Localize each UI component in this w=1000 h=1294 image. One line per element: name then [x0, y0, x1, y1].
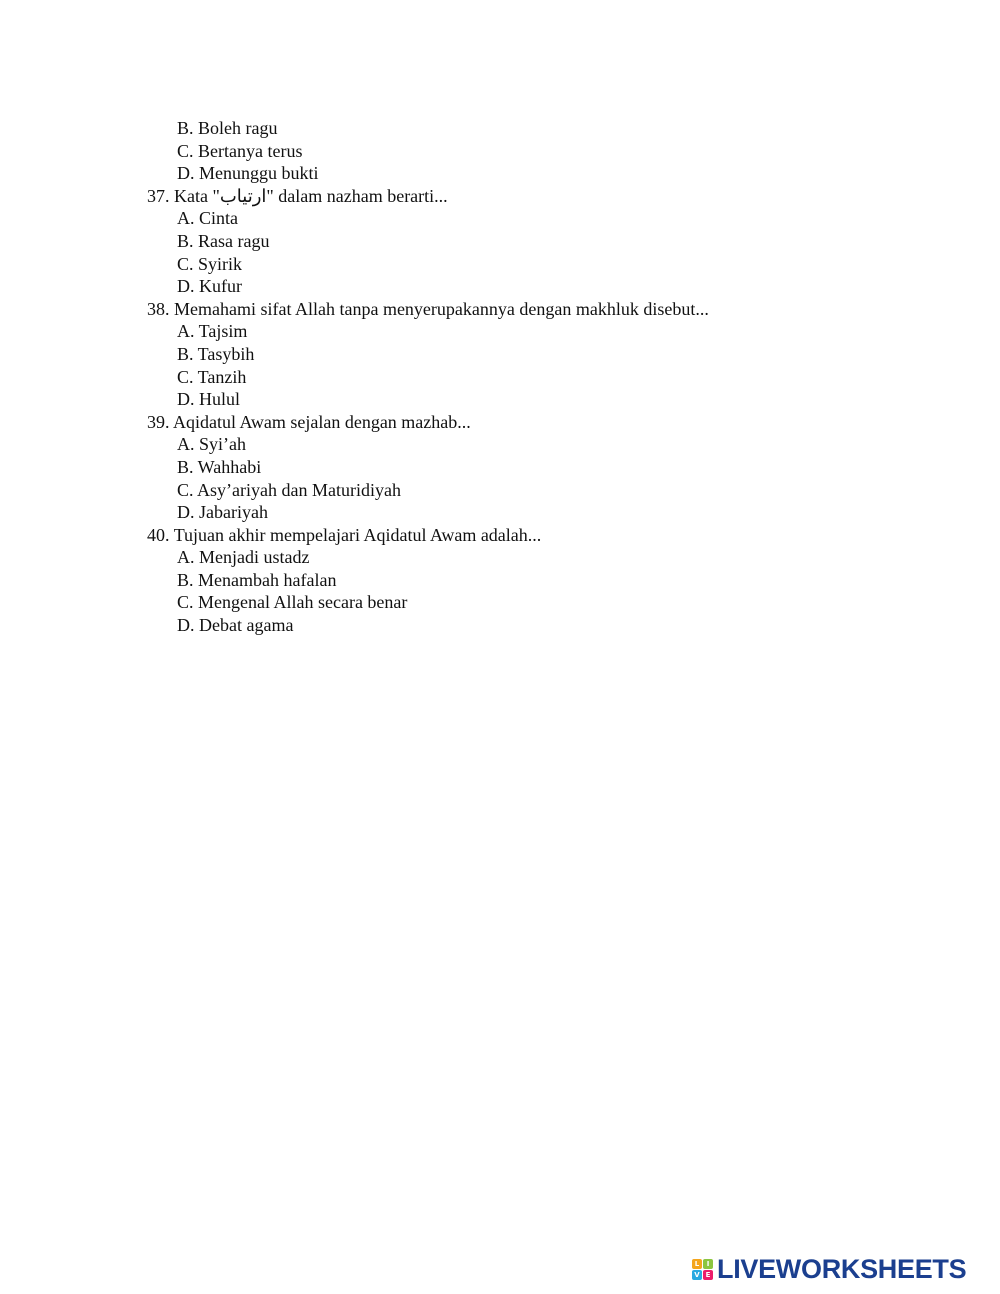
- question-number: 38.: [147, 298, 170, 319]
- logo-text: LIVEWORKSHEETS: [717, 1253, 967, 1284]
- logo-mark-letter: V: [692, 1270, 702, 1280]
- question-number: 40.: [147, 524, 170, 545]
- option-c[interactable]: C. Mengenal Allah secara benar: [177, 592, 408, 613]
- option-a[interactable]: A. Syi’ah: [177, 434, 246, 455]
- previous-question-options: [147, 117, 967, 185]
- option-c[interactable]: C. Tanzih: [177, 366, 247, 387]
- question-40: [147, 524, 967, 637]
- option-d[interactable]: D. Debat agama: [177, 615, 294, 636]
- question-text: [147, 524, 967, 547]
- option[interactable]: D. Menunggu bukti: [177, 163, 319, 184]
- question-number: 37.: [147, 185, 170, 206]
- question-stem: Kata "ارتياب" dalam nazham berarti...: [174, 185, 448, 206]
- question-stem: Aqidatul Awam sejalan dengan mazhab...: [173, 411, 471, 432]
- option-a[interactable]: A. Menjadi ustadz: [177, 547, 310, 568]
- question-stem: Tujuan akhir mempelajari Aqidatul Awam adalah...: [173, 524, 542, 545]
- question-text: [147, 185, 967, 208]
- question-text: [147, 411, 967, 434]
- option[interactable]: C. Bertanya terus: [177, 140, 303, 161]
- option-d[interactable]: D. Kufur: [177, 276, 242, 297]
- question-37: [147, 185, 967, 298]
- option-d[interactable]: D. Jabariyah: [177, 502, 268, 523]
- logo-mark-letter: I: [703, 1259, 713, 1269]
- option-a[interactable]: A. Cinta: [177, 208, 238, 229]
- option-b[interactable]: B. Tasybih: [177, 343, 255, 364]
- option[interactable]: B. Boleh ragu: [177, 118, 278, 138]
- question-text: [147, 298, 967, 321]
- option-d[interactable]: D. Hulul: [177, 389, 240, 410]
- liveworksheets-logo[interactable]: [692, 1255, 966, 1283]
- question-stem: Memahami sifat Allah tanpa menyerupakannya dengan makhluk disebut...: [174, 298, 709, 319]
- question-38: [147, 298, 967, 411]
- logo-mark-letter: E: [703, 1270, 713, 1280]
- option-b[interactable]: B. Wahhabi: [177, 456, 262, 477]
- option-c[interactable]: C. Asy’ariyah dan Maturidiyah: [177, 479, 401, 500]
- option-b[interactable]: B. Rasa ragu: [177, 230, 270, 251]
- logo-mark-icon: [692, 1259, 713, 1280]
- option-c[interactable]: C. Syirik: [177, 253, 243, 274]
- question-39: [147, 411, 967, 524]
- worksheet-page: [147, 117, 967, 637]
- option-b[interactable]: B. Menambah hafalan: [177, 569, 337, 590]
- question-number: 39.: [147, 411, 170, 432]
- logo-mark-letter: L: [692, 1259, 702, 1269]
- option-a[interactable]: A. Tajsim: [177, 321, 248, 342]
